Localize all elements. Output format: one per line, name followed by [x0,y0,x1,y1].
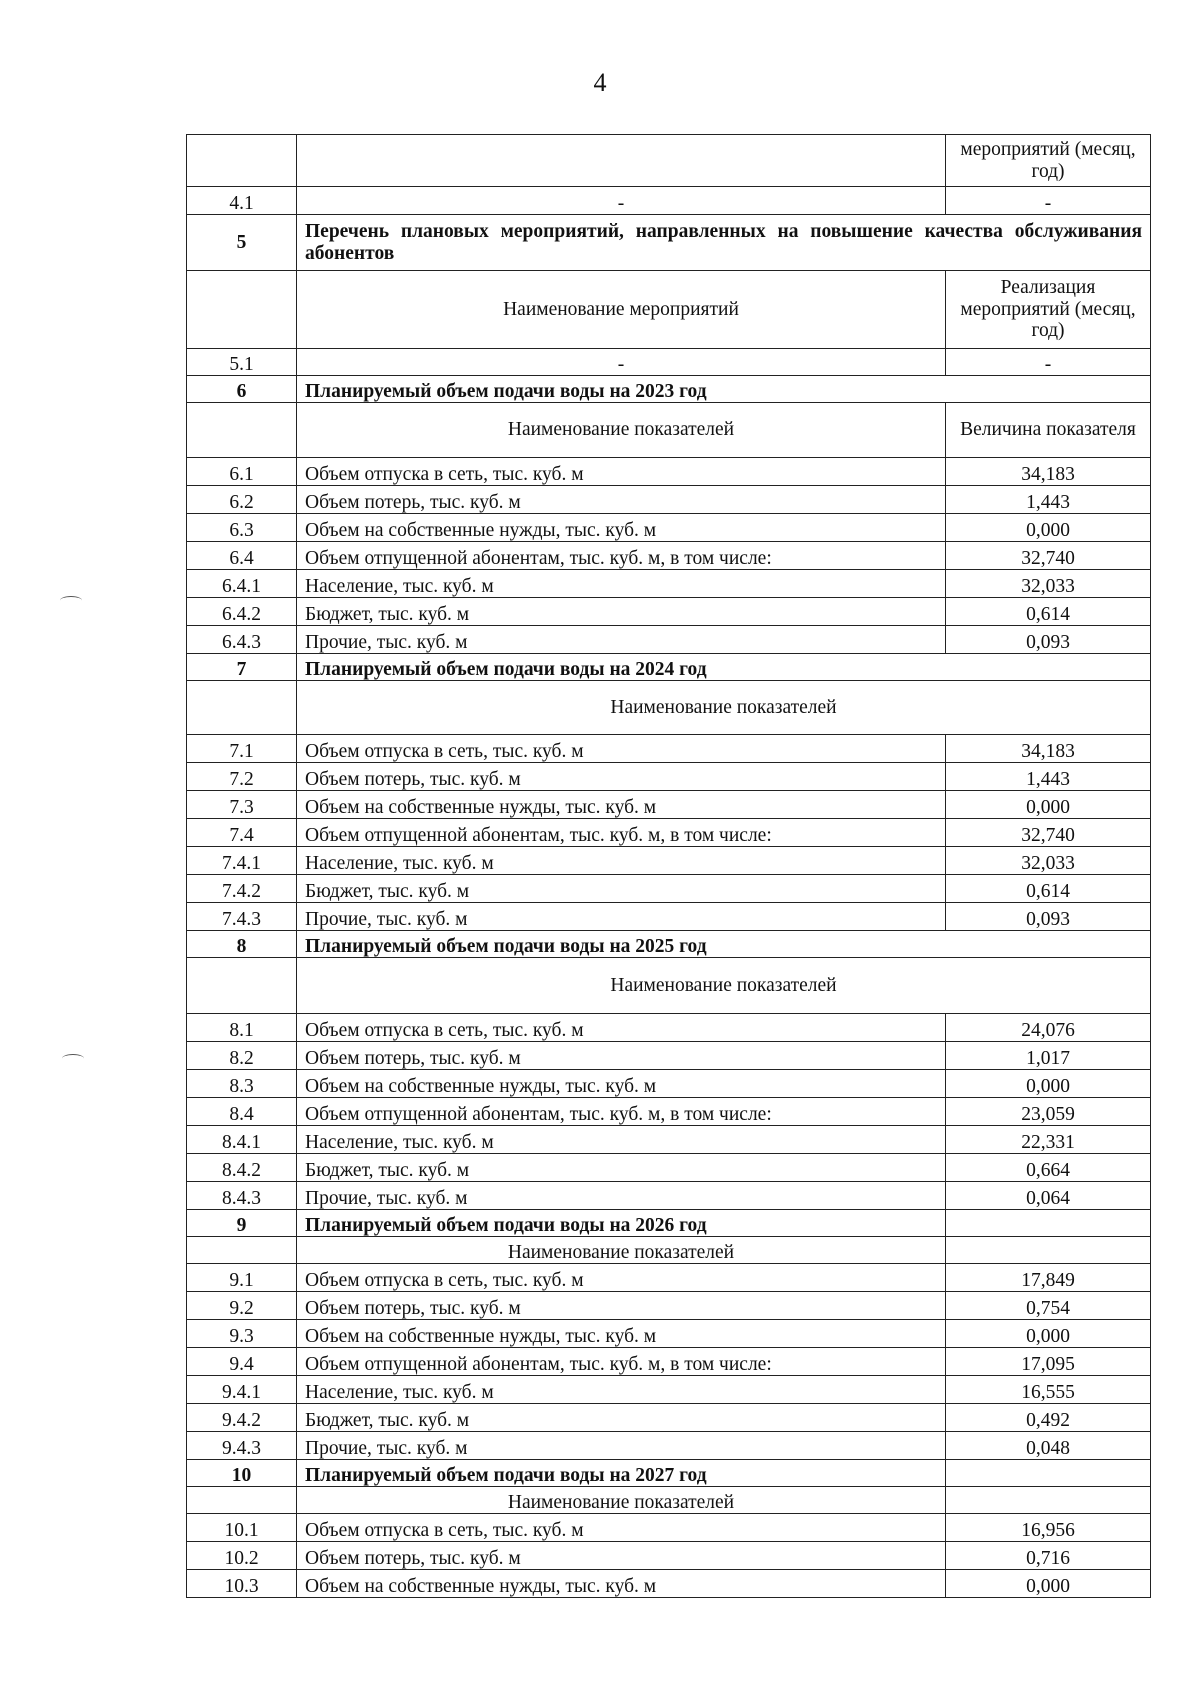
page-number: 4 [593,68,607,97]
continued-header-row [187,135,1151,187]
scan-hole-mark [60,596,82,605]
row-value: 16,956 [946,1514,1151,1542]
row-name: Население, тыс. куб. м [297,1376,946,1404]
table-row [187,1292,1151,1320]
scan-hole-mark [62,1054,84,1063]
row-number: 9.4 [187,1348,297,1376]
water-supply-table [186,134,1151,1598]
row-value: 23,059 [946,1098,1151,1126]
table-row [187,1404,1151,1432]
row-name: Объем на собственные нужды, тыс. куб. м [297,1320,946,1348]
row-value: 0,064 [946,1182,1151,1210]
row-name: Бюджет, тыс. куб. м [297,1404,946,1432]
row-number: 10.2 [187,1542,297,1570]
row-number: 6.2 [187,486,297,514]
table-row [187,1070,1151,1098]
row-number: 8.4.1 [187,1126,297,1154]
row-number: 10.1 [187,1514,297,1542]
row-number: 6.1 [187,458,297,486]
row-name: Бюджет, тыс. куб. м [297,875,946,903]
row-number: 7.3 [187,791,297,819]
row-value: 0,492 [946,1404,1151,1432]
section-number: 5 [187,215,297,271]
row-name: - [297,349,946,376]
table-row [187,791,1151,819]
row-number: 7.2 [187,763,297,791]
section-title-row [187,654,1151,681]
table-row [187,875,1151,903]
table-row [187,486,1151,514]
row-value: 32,740 [946,819,1151,847]
row-value: 0,614 [946,875,1151,903]
row-name: Бюджет, тыс. куб. м [297,1154,946,1182]
row-value: 0,000 [946,514,1151,542]
table-row [187,903,1151,931]
row-number: 7.4.2 [187,875,297,903]
num-cell [187,1237,297,1264]
row-name: Население, тыс. куб. м [297,570,946,598]
row-number: 9.1 [187,1264,297,1292]
column-header-row [187,1487,1151,1514]
row-value: 0,614 [946,598,1151,626]
value-cell [946,1237,1151,1264]
table-row [187,1542,1151,1570]
row-value: 0,093 [946,626,1151,654]
row-value: 0,000 [946,791,1151,819]
table-row [187,187,1151,215]
row-value: 22,331 [946,1126,1151,1154]
col-name-header: Наименование показателей [297,1487,946,1514]
col-value-header: Реализация мероприятий (месяц, год) [946,271,1151,349]
num-cell [187,958,297,1014]
row-value: 32,033 [946,847,1151,875]
row-number: 9.4.1 [187,1376,297,1404]
col-name-header: Наименование показателей [297,958,1151,1014]
column-header-row [187,958,1151,1014]
row-number: 8.2 [187,1042,297,1070]
section-number: 8 [187,931,297,958]
col-value-header: мероприятий (месяц, год) [946,135,1151,187]
table-row [187,1182,1151,1210]
row-value: 1,017 [946,1042,1151,1070]
table-row [187,735,1151,763]
table-row [187,458,1151,486]
num-cell [187,403,297,458]
table-row [187,763,1151,791]
section-number: 7 [187,654,297,681]
row-number: 9.4.3 [187,1432,297,1460]
row-name: Объем отпуска в сеть, тыс. куб. м [297,1014,946,1042]
table-row [187,1376,1151,1404]
table-row [187,349,1151,376]
row-number: 9.3 [187,1320,297,1348]
section-title-row [187,215,1151,271]
num-cell [187,1487,297,1514]
row-number: 6.4.1 [187,570,297,598]
table-row [187,847,1151,875]
table-row [187,626,1151,654]
table-row [187,1264,1151,1292]
table-row [187,1042,1151,1070]
row-number: 10.3 [187,1570,297,1598]
table-row [187,570,1151,598]
table-row [187,1432,1151,1460]
row-number: 9.2 [187,1292,297,1320]
row-number: 7.4.1 [187,847,297,875]
col-name-header: Наименование показателей [297,681,1151,735]
row-name: Объем отпуска в сеть, тыс. куб. м [297,1514,946,1542]
row-number: 8.3 [187,1070,297,1098]
row-number: 7.1 [187,735,297,763]
row-number: 6.3 [187,514,297,542]
row-value: 1,443 [946,486,1151,514]
section-title-row [187,1460,1151,1487]
section-title: Планируемый объем подачи воды на 2026 год [297,1210,946,1237]
value-cell [946,1460,1151,1487]
row-name: Прочие, тыс. куб. м [297,1182,946,1210]
row-value: 0,048 [946,1432,1151,1460]
row-value: 24,076 [946,1014,1151,1042]
section-title-row [187,1210,1151,1237]
row-number: 7.4.3 [187,903,297,931]
row-value: - [946,349,1151,376]
row-value: 0,093 [946,903,1151,931]
value-cell [946,1210,1151,1237]
table-row [187,1348,1151,1376]
row-name: - [297,187,946,215]
table-row [187,1320,1151,1348]
col-name-header: Наименование мероприятий [297,271,946,349]
table-row [187,1154,1151,1182]
row-name: Прочие, тыс. куб. м [297,903,946,931]
row-number: 8.4.3 [187,1182,297,1210]
section-number: 6 [187,376,297,403]
row-name: Прочие, тыс. куб. м [297,1432,946,1460]
row-number: 5.1 [187,349,297,376]
row-number: 6.4.3 [187,626,297,654]
row-name: Объем потерь, тыс. куб. м [297,1292,946,1320]
column-header-row [187,403,1151,458]
column-header-row [187,681,1151,735]
row-value: 17,095 [946,1348,1151,1376]
row-value: 32,033 [946,570,1151,598]
table-row [187,598,1151,626]
row-number: 7.4 [187,819,297,847]
row-name: Прочие, тыс. куб. м [297,626,946,654]
table-row [187,819,1151,847]
row-name: Объем отпущенной абонентам, тыс. куб. м, в том числе: [297,1348,946,1376]
row-value: 17,849 [946,1264,1151,1292]
row-value: 32,740 [946,542,1151,570]
row-value: 34,183 [946,458,1151,486]
value-cell [946,1487,1151,1514]
col-name-header: Наименование показателей [297,1237,946,1264]
row-name: Объем на собственные нужды, тыс. куб. м [297,791,946,819]
row-name: Объем отпущенной абонентам, тыс. куб. м, в том числе: [297,542,946,570]
table-row [187,1014,1151,1042]
row-name: Объем отпуска в сеть, тыс. куб. м [297,735,946,763]
row-name: Объем на собственные нужды, тыс. куб. м [297,514,946,542]
section-title: Планируемый объем подачи воды на 2025 год [297,931,1151,958]
col-value-header: Величина показателя [946,403,1151,458]
row-number: 6.4 [187,542,297,570]
section-number: 10 [187,1460,297,1487]
section-title: Планируемый объем подачи воды на 2024 год [297,654,1151,681]
num-cell [187,135,297,187]
row-name: Объем отпущенной абонентам, тыс. куб. м, в том числе: [297,1098,946,1126]
section-title-row [187,376,1151,403]
row-value: 0,000 [946,1070,1151,1098]
table-row [187,514,1151,542]
row-name: Объем отпущенной абонентам, тыс. куб. м, в том числе: [297,819,946,847]
row-number: 4.1 [187,187,297,215]
row-value: 1,443 [946,763,1151,791]
row-name: Бюджет, тыс. куб. м [297,598,946,626]
row-name: Объем потерь, тыс. куб. м [297,486,946,514]
column-header-row [187,1237,1151,1264]
row-name: Объем на собственные нужды, тыс. куб. м [297,1570,946,1598]
row-value: - [946,187,1151,215]
row-number: 8.4 [187,1098,297,1126]
row-name: Объем на собственные нужды, тыс. куб. м [297,1070,946,1098]
table-row [187,1570,1151,1598]
row-value: 0,000 [946,1570,1151,1598]
row-number: 8.4.2 [187,1154,297,1182]
row-name: Объем отпуска в сеть, тыс. куб. м [297,458,946,486]
section-title: Планируемый объем подачи воды на 2027 год [297,1460,946,1487]
col-name-header: Наименование показателей [297,403,946,458]
row-name: Объем отпуска в сеть, тыс. куб. м [297,1264,946,1292]
table-row [187,1126,1151,1154]
row-name: Объем потерь, тыс. куб. м [297,1542,946,1570]
num-cell [187,681,297,735]
column-header-row [187,271,1151,349]
row-name: Объем потерь, тыс. куб. м [297,1042,946,1070]
section-number: 9 [187,1210,297,1237]
row-name: Объем потерь, тыс. куб. м [297,763,946,791]
row-value: 0,754 [946,1292,1151,1320]
row-number: 6.4.2 [187,598,297,626]
section-title-row [187,931,1151,958]
row-name: Население, тыс. куб. м [297,1126,946,1154]
row-number: 9.4.2 [187,1404,297,1432]
num-cell [187,271,297,349]
row-name: Население, тыс. куб. м [297,847,946,875]
row-value: 34,183 [946,735,1151,763]
name-cell [297,135,946,187]
row-value: 0,664 [946,1154,1151,1182]
section-title: Планируемый объем подачи воды на 2023 год [297,376,1151,403]
row-value: 16,555 [946,1376,1151,1404]
row-value: 0,716 [946,1542,1151,1570]
section-title: Перечень плановых мероприятий, направленных на повышение качества обслуживания абонентов [297,215,1151,271]
table-row [187,542,1151,570]
table-row [187,1098,1151,1126]
table-row [187,1514,1151,1542]
row-value: 0,000 [946,1320,1151,1348]
row-number: 8.1 [187,1014,297,1042]
